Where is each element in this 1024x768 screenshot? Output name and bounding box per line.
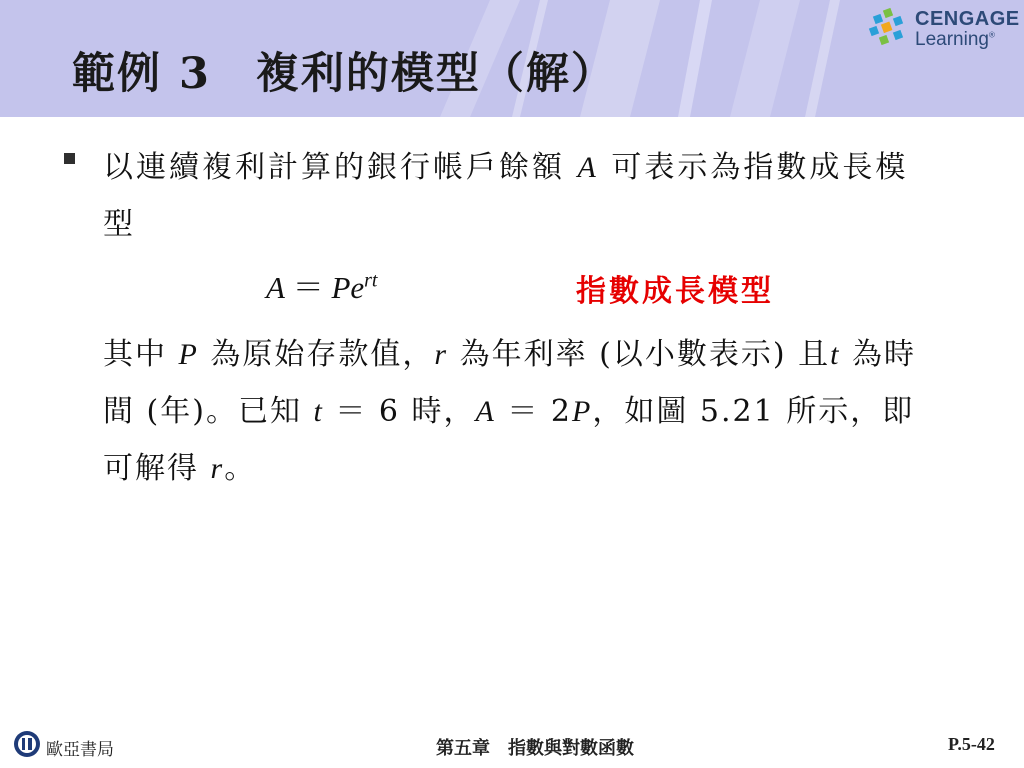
chapter-title: 第五章 指數與對數函數 [436, 738, 634, 759]
bullet-square [64, 153, 75, 164]
paragraph-explanation: 其中 P 為原始存款值，r 為年利率 (以小數表示) 且t 為時間 (年)。已知 t ＝ 6 時，A ＝ 2P，如圖 5.21 所示，即可解得 r。 [103, 337, 917, 486]
paragraph-intro: 以連續複利計算的銀行帳戶餘額 A 可表示為指數成長模型 [103, 150, 909, 242]
equation-label: 指數成長模型 [576, 274, 774, 309]
cengage-logo [868, 5, 1018, 53]
slide-header [0, 0, 1024, 117]
publisher-name: 歐亞書局 [46, 740, 114, 760]
logo-name: CENGAGE [915, 8, 1020, 30]
cengage-logo-icon [868, 5, 912, 49]
publisher-footer [12, 729, 114, 760]
page-number: P.5-42 [948, 734, 995, 754]
slide-title: 範例 3 複利的模型（解） [72, 49, 616, 99]
publisher-logo-icon [12, 729, 42, 759]
logo-sub: Learning® [915, 29, 995, 50]
equation: $A = Pe^{rt}$ [266, 269, 378, 305]
